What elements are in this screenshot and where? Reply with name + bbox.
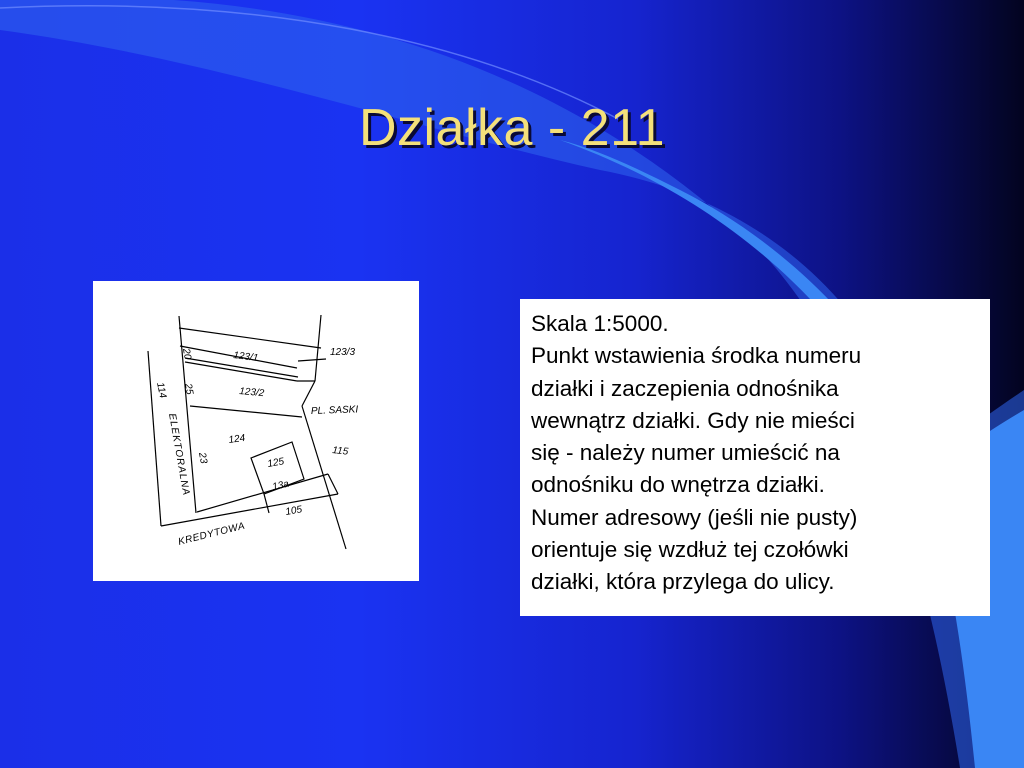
parcel-map (93, 281, 419, 581)
map-label-23: 23 (196, 451, 209, 465)
slide-title: Działka - 211 (358, 99, 666, 157)
description-line: wewnątrz działki. Gdy nie mieści (531, 407, 855, 433)
description-line: Punkt wstawienia środka numeru (531, 343, 862, 369)
map-label-25: 25 (182, 382, 195, 396)
map-label-123-2: 123/2 (238, 386, 265, 400)
map-label-125: 125 (266, 456, 285, 470)
description-line: Skala 1:5000. (531, 311, 669, 336)
map-label-20: 20 (180, 347, 193, 361)
description-line: odnośniku do wnętrza działki. (531, 472, 825, 498)
map-label-kredytowa: KREDYTOWA (177, 520, 247, 548)
map-label-115: 115 (331, 445, 349, 458)
map-label-123-1: 123/1 (232, 350, 259, 365)
map-label-114: 114 (154, 381, 169, 400)
description-line: się - należy numer umieścić na (531, 440, 840, 466)
description-box (520, 299, 990, 616)
map-label-124: 124 (227, 432, 246, 446)
map-label-105: 105 (284, 504, 303, 518)
map-label-13a: 13a (271, 478, 290, 493)
description-line: działki, która przylega do ulicy. (531, 569, 835, 595)
description-line: Numer adresowy (jeśli nie pusty) (531, 504, 858, 530)
map-label-123-3: 123/3 (330, 347, 356, 358)
description-line: orientuje się wzdłuż tej czołówki (531, 537, 849, 563)
map-label-elektoralna: ELEKTORALNA (166, 412, 192, 497)
parcel-map-drawing (93, 281, 419, 581)
description-line: działki i zaczepienia odnośnika (531, 375, 839, 401)
map-label-pl-saski: PL. SASKI (310, 404, 359, 417)
